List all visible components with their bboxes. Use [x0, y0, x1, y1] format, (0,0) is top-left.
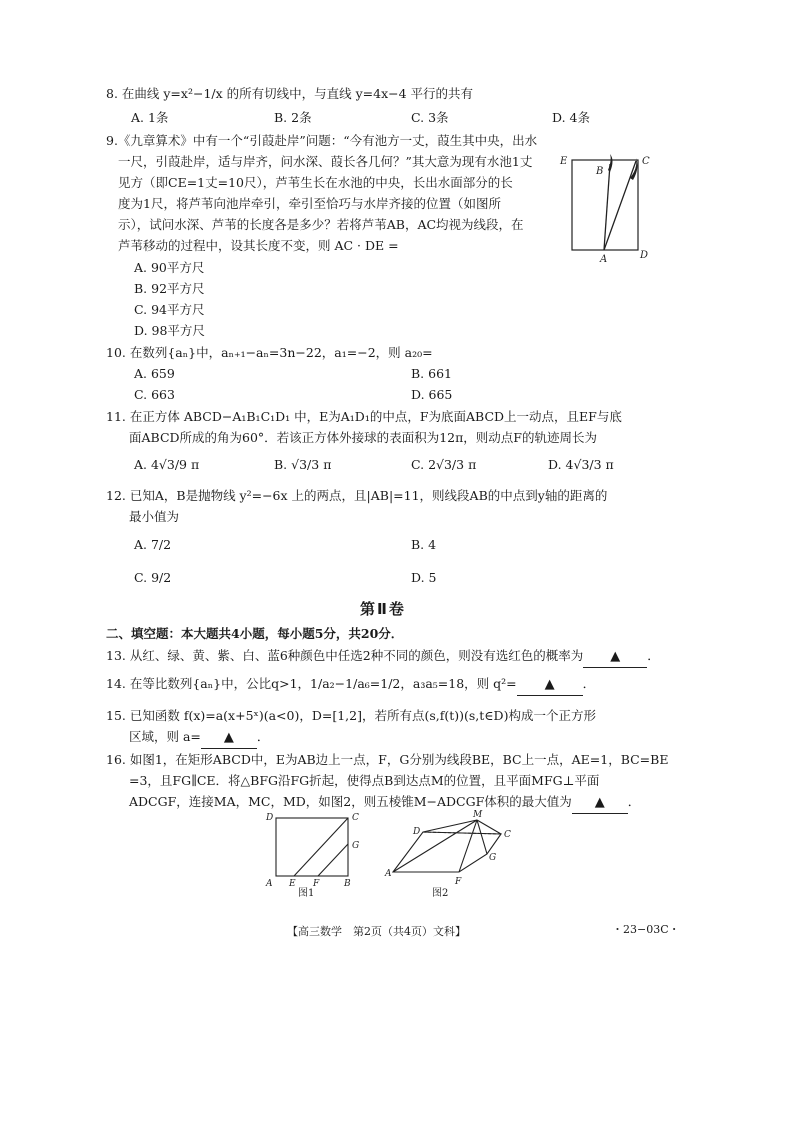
- q10-option-d: D. 665: [411, 387, 453, 402]
- segment-mf: [459, 820, 477, 872]
- q16-line-1: 16. 如图1，在矩形ABCD中，E为AB边上一点，F，G分别为线段BE，BC上一点，AE=1，BC=BE: [106, 752, 669, 767]
- q9-option-d: D. 98平方尺: [134, 323, 205, 338]
- q13-line: [106, 646, 660, 668]
- q12-option-b: B. 4: [411, 537, 437, 552]
- fig2-caption: 图2: [432, 888, 449, 899]
- q9-line-4: 度为1尺，将芦苇向池岸牵引，牵引至恰巧与水岸齐接的位置（如图所: [118, 196, 501, 211]
- footer-page-info: 【高三数学 第2页（共4页）文科】: [287, 925, 466, 938]
- q16-line-2: =3，且FG∥CE．将△BFG沿FG折起，使得点B到达点M的位置，且平面MFG⊥平面: [129, 773, 600, 788]
- q9-line-5: 示），试问水深、芦苇的长度各是多少？若将芦苇AB，AC均视为线段，在: [118, 217, 524, 232]
- q12-option-d: D. 5: [411, 570, 437, 585]
- fig2-label-g: G: [489, 853, 497, 863]
- q9-line-3: 见方（即CE=1丈=10尺），芦苇生长在水池的中央，长出水面部分的长: [118, 175, 513, 190]
- fig1-label-a: A: [266, 879, 273, 889]
- label-e: E: [560, 156, 568, 167]
- label-d: D: [640, 250, 649, 261]
- q11-option-a: A. 4√3/9 π: [134, 457, 200, 472]
- q8-option-b: B. 2条: [274, 110, 312, 125]
- fig2-label-d: D: [413, 827, 421, 837]
- q10-option-a: A. 659: [134, 366, 175, 381]
- fig2-label-m: M: [473, 810, 483, 820]
- q12-option-a: A. 7/2: [134, 537, 172, 552]
- fig1-label-c: C: [352, 813, 359, 823]
- q16-figure-2: [383, 808, 523, 898]
- q10-option-c: C. 663: [134, 387, 175, 402]
- fig1-label-e: E: [289, 879, 296, 889]
- q15-text: 区域，则 a=: [129, 729, 201, 744]
- segment-md: [423, 820, 477, 832]
- q8-option-c: C. 3条: [411, 110, 449, 125]
- q11-option-c: C. 2√3/3 π: [411, 457, 477, 472]
- fig2-label-a: A: [385, 869, 392, 879]
- q13-text: 13. 从红、绿、黄、紫、白、蓝6种颜色中任选2种不同的颜色，则没有选红色的概率为: [106, 648, 584, 663]
- footer-code: ・23−03C・: [612, 923, 680, 936]
- q15-line-2: [129, 727, 269, 749]
- label-c: C: [642, 156, 650, 167]
- label-a: A: [600, 254, 608, 265]
- q9-line-1: 9.《九章算术》中有一个“引葭赴岸”问题：“今有池方一丈，葭生其中央，出水: [106, 133, 538, 148]
- q16-answer-blank: ▲: [572, 793, 628, 814]
- q13-end: ．: [647, 648, 660, 663]
- q8-option-a: A. 1条: [131, 110, 169, 125]
- q14-end: ．: [582, 676, 596, 691]
- fill-in-header: 二、填空题：本大题共4小题，每小题5分，共20分．: [106, 626, 404, 641]
- fig1-caption: 图1: [298, 888, 315, 899]
- segment-ce: [294, 818, 348, 876]
- q14-line: [106, 674, 595, 696]
- q8-stem: 8. 在曲线 y=x²−1/x 的所有切线中，与直线 y=4x−4 平行的共有: [106, 86, 474, 101]
- segment-fg: [318, 844, 348, 876]
- q9-line-2: 一尺，引葭赴岸，适与岸齐，问水深、葭长各几何？”其大意为现有水池1丈: [118, 154, 533, 169]
- label-b: B: [596, 166, 604, 177]
- rectangle-abcd: [276, 818, 348, 876]
- q14-text: 14. 在等比数列{aₙ}中，公比q>1，1/a₂−1/a₆=1/2，a₃a₅=18，则 q²=: [106, 676, 517, 691]
- q15-line-1: 15. 已知函数 f(x)=a(x+5ˣ)(a<0)，D=[1,2]，若所有点(s,f(t))(s,t∈D)构成一个正方形: [106, 708, 596, 723]
- q9-option-b: B. 92平方尺: [134, 281, 205, 296]
- q11-option-b: B. √3/3 π: [274, 457, 332, 472]
- q13-answer-blank: ▲: [583, 647, 647, 668]
- q16-text: ADCGF，连接MA，MC，MD，如图2，则五棱锥M−ADCGF体积的最大值为: [129, 794, 572, 809]
- segment-ma: [393, 820, 477, 872]
- q11-line-2: 面ABCD所成的角为60°．若该正方体外接球的表面积为12π，则动点F的轨迹周长为: [129, 430, 597, 445]
- fig2-label-f: F: [455, 877, 462, 887]
- q15-answer-blank: ▲: [201, 728, 257, 749]
- q12-line-1: 12. 已知A，B是抛物线 y²=−6x 上的两点，且|AB|=11，则线段AB的中点到y轴的距离的: [106, 488, 608, 503]
- q12-option-c: C. 9/2: [134, 570, 172, 585]
- q10-stem: 10. 在数列{aₙ}中，aₙ₊₁−aₙ=3n−22，a₁=−2，则 a₂₀=: [106, 345, 433, 360]
- q12-line-2: 最小值为: [129, 509, 180, 524]
- q10-option-b: B. 661: [411, 366, 452, 381]
- q14-answer-blank: ▲: [517, 675, 583, 696]
- q9-option-c: C. 94平方尺: [134, 302, 205, 317]
- q8-option-d: D. 4条: [552, 110, 590, 125]
- q11-line-1: 11. 在正方体 ABCD−A₁B₁C₁D₁ 中，E为A₁D₁的中点，F为底面ABCD上一动点，且EF与底: [106, 409, 622, 424]
- q9-line-6: 芦苇移动的过程中，设其长度不变，则 AC · DE =: [118, 238, 399, 253]
- reed-leaf-b: [608, 154, 613, 172]
- q11-option-d: D. 4√3/3 π: [548, 457, 614, 472]
- fig1-label-f: F: [313, 879, 320, 889]
- fig2-label-c: C: [504, 830, 511, 840]
- fig1-label-d: D: [266, 813, 274, 823]
- fig1-label-g: G: [352, 841, 360, 851]
- q9-pond-figure: [558, 150, 668, 265]
- q16-end: ．: [627, 794, 641, 809]
- part2-title: 第Ⅱ卷: [360, 600, 406, 618]
- fig1-label-b: B: [344, 879, 351, 889]
- q15-end: ．: [256, 729, 270, 744]
- q9-option-a: A. 90平方尺: [134, 260, 205, 275]
